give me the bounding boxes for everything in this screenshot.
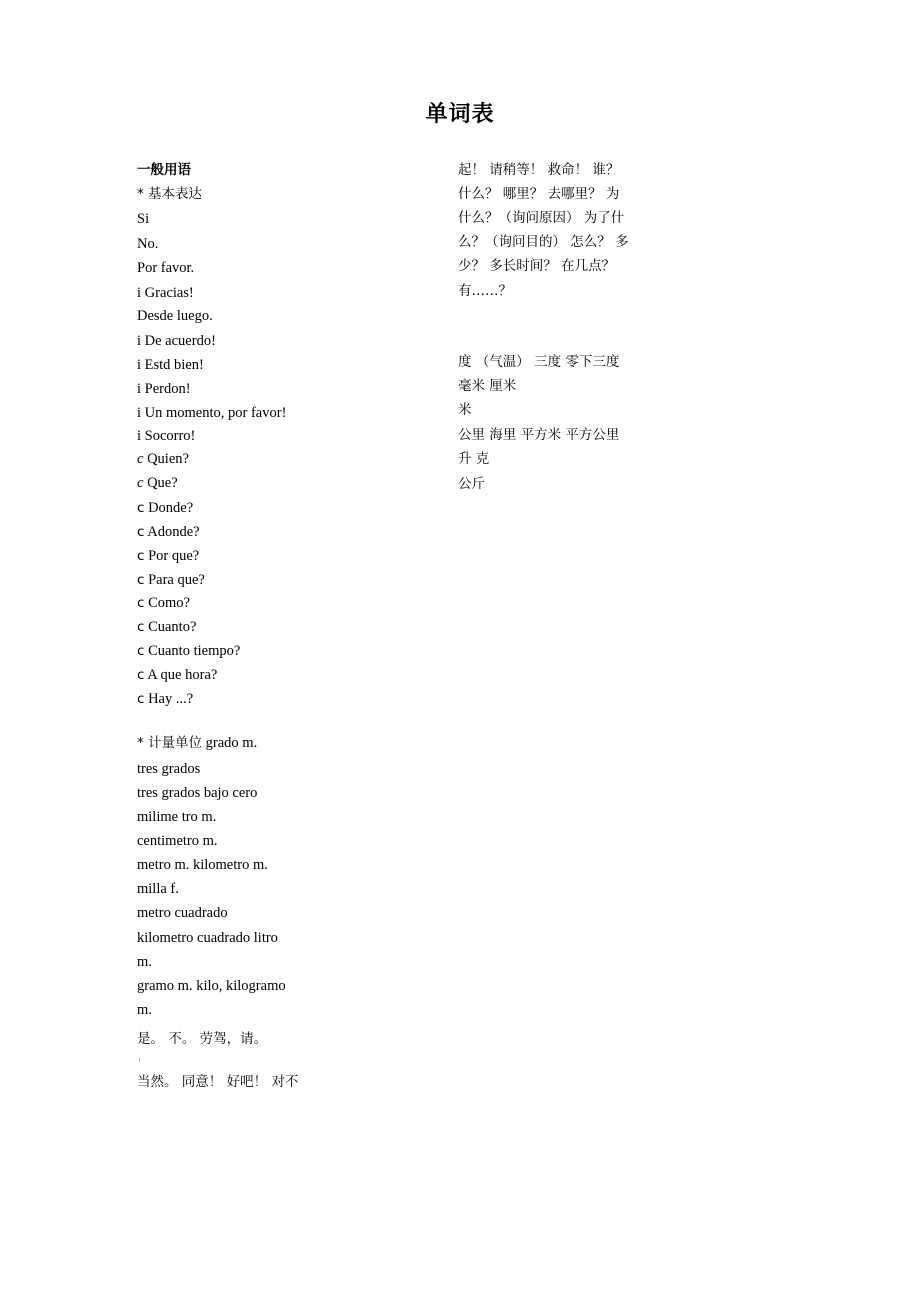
expression-text: Adonde? — [144, 524, 200, 540]
basic-expression-item — [137, 618, 196, 636]
unit-term-line: m. — [137, 1002, 152, 1018]
unit-term-line: tres grados bajo cero — [137, 785, 258, 801]
basic-expression-item — [137, 690, 193, 708]
basic-expression-item — [137, 404, 286, 422]
unit-term-line: milla f. — [137, 881, 179, 897]
basic-expression-item — [137, 474, 178, 492]
question-mark-prefix: c — [137, 619, 145, 635]
expression-text: Que? — [143, 475, 178, 491]
subheading-units: * 计量单位 — [137, 735, 203, 751]
expression-text: A que hora? — [144, 667, 218, 683]
cn-line-1: 是。 不。 劳驾，请。 — [137, 1031, 268, 1047]
basic-expression-item — [137, 284, 194, 302]
translation-line: 起！ 请稍等！ 救命！ 谁？ — [458, 162, 620, 178]
unit-term-line: milime tro m. — [137, 809, 217, 825]
basic-expression-item — [137, 499, 193, 517]
expression-text: Desde luego. — [137, 308, 213, 324]
unit-term-line: kilometro cuadrado litro — [137, 930, 278, 946]
unit-translation-line: 公里 海里 平方米 平方公里 — [458, 427, 620, 443]
question-mark-prefix: c — [137, 643, 145, 659]
question-mark-prefix: c — [137, 524, 145, 540]
expression-text: i De acuerdo! — [137, 333, 216, 349]
basic-expression-item — [137, 307, 213, 325]
expression-text: Si — [137, 211, 150, 227]
expression-text: i Gracias! — [137, 285, 194, 301]
translation-line: 什么？（询问原因） 为了什 — [458, 210, 625, 226]
expression-text: No. — [137, 236, 159, 252]
page-title: 单词表 — [425, 102, 495, 127]
basic-expression-item — [137, 210, 149, 228]
expression-text: Para que? — [144, 572, 205, 588]
unit-term-line: gramo m. kilo, kilogramo — [137, 978, 286, 994]
question-mark-prefix: c — [137, 475, 144, 491]
question-mark-prefix: c — [137, 691, 145, 707]
basic-expression-item — [137, 666, 217, 684]
cn-line-2: 当然。 同意！ 好吧！ 对不 — [137, 1074, 299, 1090]
expression-text: i Perdon! — [137, 381, 191, 397]
question-mark-prefix: c — [137, 572, 145, 588]
translation-line: 什么？ 哪里？ 去哪里？ 为 — [458, 186, 620, 202]
basic-expression-item — [137, 642, 240, 660]
unit-translation-line: 升 克 — [458, 451, 490, 467]
unit-translation-line: 公斤 — [458, 476, 485, 492]
translation-line: 么？（询问目的） 怎么？ 多 — [458, 234, 629, 250]
expression-text: i Un momento, por favor! — [137, 405, 287, 421]
basic-expression-item — [137, 380, 191, 398]
question-mark-prefix: c — [137, 667, 145, 683]
expression-text: Cuanto? — [144, 619, 197, 635]
basic-expression-item — [137, 356, 204, 374]
unit-term-line: centimetro m. — [137, 833, 218, 849]
subheading-units-line — [137, 734, 257, 752]
translation-line: 少？ 多长时间？ 在几点？ — [458, 258, 616, 274]
basic-expression-item — [137, 427, 195, 445]
expression-text: i Socorro! — [137, 428, 196, 444]
unit-translation-line: 毫米 厘米 — [458, 378, 517, 394]
expression-text: Donde? — [144, 500, 194, 516]
units-first-term: grado m. — [202, 735, 258, 751]
unit-translation-line: 度 （气温） 三度 零下三度 — [458, 354, 620, 370]
basic-expression-item — [137, 571, 205, 589]
subheading-basic-expressions: * 基本表达 — [137, 186, 203, 202]
section-heading: 一般用语 — [137, 162, 191, 178]
expression-text: Por que? — [144, 548, 200, 564]
basic-expression-item — [137, 450, 189, 468]
translation-line: 有……？ — [458, 283, 512, 299]
expression-text: Cuanto tiempo? — [144, 643, 241, 659]
expression-text: Quien? — [143, 451, 189, 467]
basic-expression-item — [137, 547, 199, 565]
question-mark-prefix: c — [137, 451, 144, 467]
basic-expression-item — [137, 594, 190, 612]
expression-text: Por favor. — [137, 260, 195, 276]
basic-expression-item — [137, 235, 158, 253]
unit-term-line: m. — [137, 954, 152, 970]
unit-term-line: metro m. kilometro m. — [137, 857, 268, 873]
question-mark-prefix: c — [137, 548, 145, 564]
small-mark: ! — [138, 1057, 141, 1064]
unit-term-line: tres grados — [137, 761, 201, 777]
unit-translation-line: 米 — [458, 402, 472, 418]
basic-expression-item — [137, 332, 216, 350]
question-mark-prefix: c — [137, 595, 145, 611]
expression-text: Hay ...? — [144, 691, 194, 707]
expression-text: Como? — [144, 595, 190, 611]
question-mark-prefix: c — [137, 500, 145, 516]
expression-text: i Estd bien! — [137, 357, 204, 373]
basic-expression-item — [137, 523, 200, 541]
unit-term-line: metro cuadrado — [137, 905, 228, 921]
basic-expression-item — [137, 259, 194, 277]
